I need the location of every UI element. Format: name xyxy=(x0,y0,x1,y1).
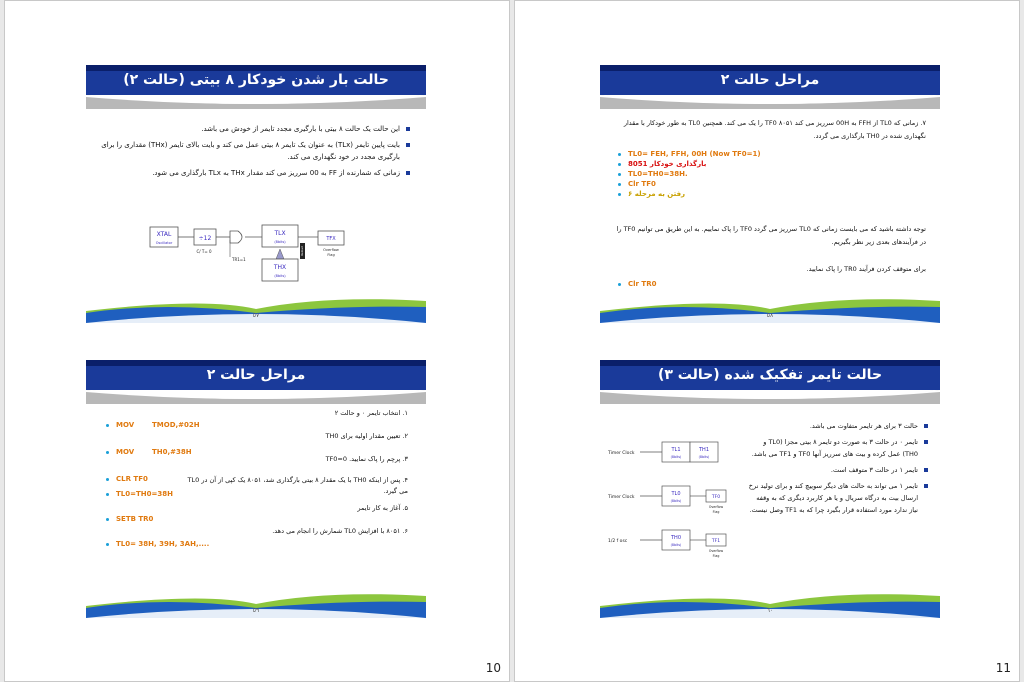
code-line: CLR TF0 xyxy=(106,474,266,485)
slide-mode2-steps-cont xyxy=(600,65,940,323)
bullet-item: زمانی که شمارنده از FF به 00 سرریز می کند مقدار THx به TLx بارگذاری می شود. xyxy=(100,167,410,179)
tl1-bits-label: (8bits) xyxy=(670,455,682,459)
slide-number: ٦٠ xyxy=(766,607,774,614)
slide-title: حالت بار شدن خودکار ۸ بیتی (حالت ۲) xyxy=(123,72,389,88)
list-item: بارگذاری خودکار 8051 xyxy=(618,159,818,169)
ct0-label: C/ T= 0 xyxy=(196,249,212,254)
th0-label: TH0 xyxy=(671,535,681,541)
page-right xyxy=(514,0,1020,682)
list-item: رفتن به مرحله ۶ xyxy=(618,189,818,199)
tr1-label: TR1=1 xyxy=(232,257,246,262)
list-item: Clr TF0 xyxy=(618,179,818,189)
page-left xyxy=(4,0,510,682)
mode2-diagram xyxy=(146,223,376,285)
code-line: TL0=TH0=38H xyxy=(106,489,266,500)
tlx-bits-label: (8bits) xyxy=(274,240,286,244)
overflow-label: Overflow xyxy=(708,549,724,553)
slide-title: مراحل حالت ۲ xyxy=(206,367,306,383)
xtal-label: XTAL xyxy=(156,231,172,238)
step-item: ۴. پس از اینکه TH0 با یک مقدار ۸ بیتی بارگذاری شد، ۸۰۵۱ یک کپی از آن در TL0 می گیرد. xyxy=(187,476,408,495)
slide-auto-reload xyxy=(86,65,426,323)
overflow-label: Overflow xyxy=(708,505,724,509)
slide-title: حالت تایمر تفکیک شده (حالت ۳) xyxy=(657,367,883,383)
code-line: TL0= 38H, 39H, 3AH,.... xyxy=(106,539,266,550)
step-item: ۳. پرچم را پاک نمایید. TF0=0 xyxy=(325,455,408,463)
bullet-list xyxy=(100,123,410,183)
bullet-item: این حالت یک حالت ۸ بیتی با بارگیری مجدد تایمر از خودش می باشد. xyxy=(100,123,410,135)
thx-bits-label: (8bits) xyxy=(274,274,286,278)
code-line: MOV TH0,#38H xyxy=(106,447,266,458)
reload-label: Reload xyxy=(300,246,304,256)
bullet-item: تایمر ۱ در حالت ۳ متوقف است. xyxy=(748,464,928,476)
bullet-item: تایمر ۰ در حالت ۳ به صورت دو تایمر ۸ بیتی مجزا (TL0 و TH0) عمل کرده و بیت های سرریز آنها TF0 و TF1 می باشد. xyxy=(748,436,928,460)
step-item: ۱. انتخاب تایمر ۰ و حالت ۲ xyxy=(334,409,408,417)
tlx-label: TLX xyxy=(274,230,286,237)
slide-number: ٥٩ xyxy=(252,607,260,614)
tf0-label: TF0 xyxy=(711,495,721,500)
flag-label: Flag xyxy=(712,554,720,558)
bullet-item: بایت پایین تایمر (TLx) به عنوان یک تایمر ۸ بیتی عمل می کند و بایت بالای تایمر (THx) مقداری را برای بارگیری مجدد در خود نگهداری می کند. xyxy=(100,139,410,163)
slide-number: ٥٧ xyxy=(252,312,260,319)
tl0-label: TL0 xyxy=(671,491,681,497)
th1-label: TH1 xyxy=(699,447,709,453)
tl0-bits-label: (8bits) xyxy=(670,499,682,503)
item-list xyxy=(618,149,818,199)
bullet-list xyxy=(748,420,928,520)
code-list xyxy=(106,420,266,550)
list-item: TL0=TH0=38H. xyxy=(618,169,818,179)
page-number: 10 xyxy=(485,661,501,675)
code-line: SETB TR0 xyxy=(106,514,266,525)
flag-label: Flag xyxy=(327,253,335,257)
intro-text: ۷. زمانی که TL0 از FFH به 00H سرریز می کند ۸۰۵۱ TF0 را یک می کند. همچنین TL0 به طور خودکار با مقدار نگهداری شده در TH0 بارگذاری می گردد. xyxy=(623,119,926,140)
flag-label: Flag xyxy=(712,510,720,514)
timer-clock-label: Timer Clock xyxy=(608,451,635,456)
tf1-label: TF1 xyxy=(711,539,721,544)
list-item: TL0= FEH, FFH, 00H (Now TF0=1) xyxy=(618,149,818,159)
overflow-label: Overflow xyxy=(323,248,339,252)
clock-ratio-label: 1/2 f osc xyxy=(608,539,628,544)
tfx-label: TFX xyxy=(326,236,336,242)
oscillator-label: Oscillator xyxy=(155,241,173,245)
slide-footer xyxy=(600,297,940,323)
code-line: MOV TMOD,#02H xyxy=(106,420,266,431)
thx-label: THX xyxy=(273,264,287,271)
page-number: 11 xyxy=(995,661,1011,675)
stop-paragraph: برای متوقف کردن فرآیند TR0 را پاک نمایید. xyxy=(806,265,926,273)
step-item: ۶. ۸۰۵۱ با افزایش TL0 شمارش را انجام می دهد. xyxy=(272,527,408,535)
list-item: Clr TR0 xyxy=(618,279,718,290)
th0-bits-label: (8bits) xyxy=(670,543,682,547)
bullet-item: تایمر ۱ می تواند به حالت های دیگر سوییچ کند و برای تولید نرخ ارسال بیت به درگاه سریال و یا هر کاربرد دیگری که به وقفه نیاز ندارد مورد استفاده قرار بگیرد چرا که به TF1 وصل نیست. xyxy=(748,480,928,516)
item-list xyxy=(618,279,718,290)
note-paragraph: توجه داشته باشید که می بایست زمانی که TL0 سرریز می گردد TF0 را پاک نماییم. به این طریق می توانیم TF0 را در فرآیندهای بعدی زیر نظر بگیریم. xyxy=(616,225,926,246)
step-item: ۵. آغاز به کار تایمر xyxy=(357,504,408,512)
slide-mode2-steps xyxy=(86,360,426,618)
timer-clock-label: Timer Clock xyxy=(608,495,635,500)
slide-footer xyxy=(86,297,426,323)
slide-number: ٥٨ xyxy=(766,312,774,319)
bullet-item: حالت ۳ برای هر تایمر متفاوت می باشد. xyxy=(748,420,928,432)
step-item: ۲. تعیین مقدار اولیه برای TH0 xyxy=(325,432,408,440)
th1-bits-label: (8bits) xyxy=(698,455,710,459)
slide-split-timer xyxy=(600,360,940,618)
slide-title: مراحل حالت ۲ xyxy=(720,72,820,88)
div12-label: ÷12 xyxy=(198,235,212,242)
slide-footer xyxy=(600,592,940,618)
slide-footer xyxy=(86,592,426,618)
tl1-label: TL1 xyxy=(671,447,681,453)
mode3-diagram xyxy=(606,436,748,566)
